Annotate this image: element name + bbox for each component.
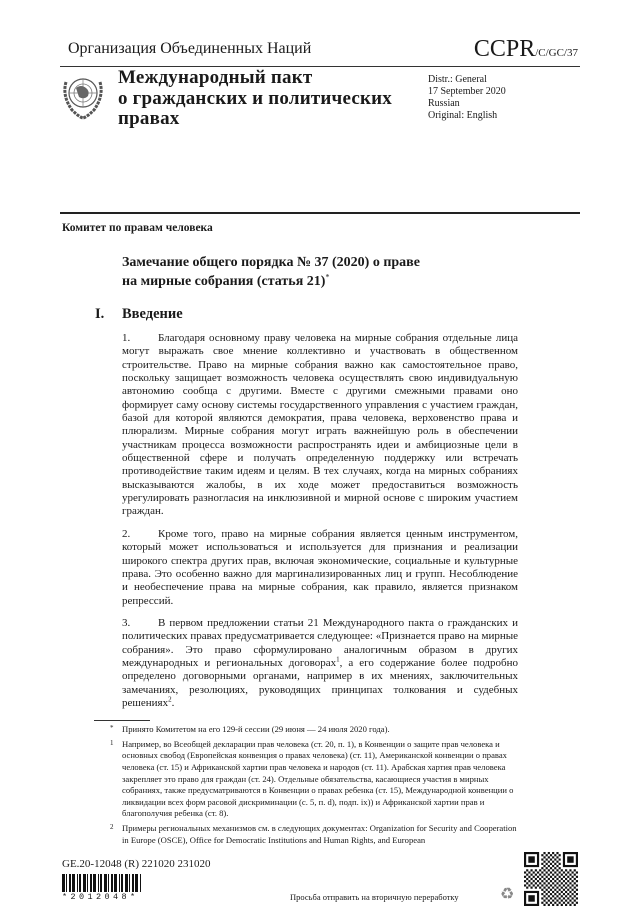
barcode-number: *2012048* — [62, 892, 139, 903]
paragraph — [122, 332, 518, 519]
footnote — [110, 738, 518, 820]
committee-name: Комитет по правам человека — [62, 222, 213, 234]
barcode-icon — [62, 874, 144, 892]
paragraph-text: . — [171, 696, 175, 709]
header-thick-rule — [60, 212, 580, 214]
footnote-text: Принято Комитетом на его 129-й сессии (29 июня — 24 июля 2020 года). — [122, 724, 390, 735]
paragraph — [122, 617, 518, 710]
page-footer — [0, 854, 640, 914]
footnote-mark: * — [110, 724, 114, 733]
document-body — [0, 221, 640, 914]
paragraph-text: В первом предложении статьи 21 Международного пакта о гражданских и политических правах предусматривается следующее: «Признается право на мирные собрания». Это право сформулировано аналогичным образом в других международных и региональных договорах — [122, 616, 518, 669]
section-number: I. — [95, 306, 105, 322]
treaty-title — [118, 68, 418, 130]
footnote-ref[interactable]: 2 — [168, 695, 172, 704]
recycle-note: Просьба отправить на вторичную переработку — [290, 892, 459, 903]
footnote-rule — [94, 720, 150, 721]
title-line: о гражданских и политических — [118, 87, 392, 109]
title-line: Международный пакт — [118, 67, 313, 88]
date: 17 September 2020 — [428, 86, 506, 97]
footnote-text: Примеры региональных механизмов см. в следующих документах: Organization for Security and Cooperation in Europe (OSCE), Office for Democratic Institutions and Human Rights, and European — [122, 823, 517, 845]
paragraph-number: 1. — [122, 332, 131, 344]
paragraph-text: , а его содержание более подробно определено договорными органами, например в их мнениях, заключительных замечаниях, резолюциях, руководящих принципах толкования и судебных решениях — [122, 656, 518, 709]
symbol-suffix: /C/GC/37 — [535, 47, 578, 59]
footnote-ref[interactable]: * — [325, 272, 330, 282]
general-comment-title — [122, 253, 640, 291]
recycle-icon: ♻ — [500, 886, 515, 904]
original-language: Original: English — [428, 110, 498, 121]
distribution-info — [428, 74, 506, 122]
qr-code-icon — [524, 852, 578, 906]
language: Russian — [428, 98, 460, 109]
footnote-text: Например, во Всеобщей декларации прав человека (ст. 20, п. 1), в Конвенции о защите прав человека и основных свобод (Европейская конвенция о правах человека) (ст. 11), Американской конвенции о правах человека (ст. 15) и Африканской хартии прав человека и народов (ст. 11). Арабская хартия прав человека закрепляет это право для граждан (ст. 24). Отдельные обязательства, касающиеся участия в мирных собраниях, также предусматриваются в Конвенции о правах ребенка (ст. 15), Международной конвенции о ликвидации всех форм расовой дискриминации (с. 5, п. d), подп. ix)) и Африканской хартии прав и благополучия ребенка (ст. 8). — [122, 738, 514, 819]
un-emblem-icon — [60, 70, 106, 120]
document-symbol — [474, 36, 578, 63]
distr: Distr.: General — [428, 74, 487, 85]
section-heading — [95, 305, 640, 323]
title-line: правах — [118, 108, 180, 129]
footnote-ref[interactable]: 1 — [336, 655, 340, 664]
section-title: Введение — [122, 306, 183, 322]
footnote-mark: 1 — [110, 738, 114, 747]
title-line: Замечание общего порядка № 37 (2020) о праве — [122, 255, 420, 270]
symbol-main: CCPR — [473, 36, 536, 62]
paragraph — [122, 528, 518, 608]
paragraph-number: 3. — [122, 616, 131, 629]
paragraph-text: Благодаря основному праву человека на мирные собрания отдельные лица могут выражать свое мнение коллективно и участвовать в общественном строительстве. Право на мирные собрания важно как самостоятельное право, поскольку защищает возможность человека осуществлять свою индивидуальную автономию сообща с другими. Вместе с другими смежными правами оно формирует саму основу системы государственного управления с участием граждан, базой для которой являются демократия, права человека, верховенство права и плюрализм. Мирные собрания могут играть важнейшую роль в обеспечении участникам процесса возможности распространять идеи и амбициозные цели в общественной сфере и получать определенную поддержку или встречать противодействие таким идеям и целям. В тех случаях, когда на мирных собраниях высказываются жалобы, в их ходе может предоставиться возможность урегулировать разногласия на инклюзивной и мирной основе с широким участием граждан. — [122, 332, 518, 518]
title-line: на мирные собрания (статья 21) — [122, 274, 326, 289]
footnote — [110, 823, 518, 846]
organization-name: Организация Объединенных Наций — [68, 40, 312, 57]
job-number: GE.20-12048 (R) 221020 231020 — [62, 858, 211, 871]
paragraph-text: Кроме того, право на мирные собрания является ценным инструментом, который может использоваться и используется для признания и реализации широкого спектра других прав, включая экономические, социальные и культурные права. Это особенно важно для маргинализированных лиц и групп. Несоблюдение и необеспечение права на мирные собрания, как правило, является признаком репрессий. — [122, 527, 518, 607]
footnote — [110, 724, 518, 736]
paragraph-number: 2. — [122, 527, 131, 540]
footnote-mark: 2 — [110, 823, 114, 832]
